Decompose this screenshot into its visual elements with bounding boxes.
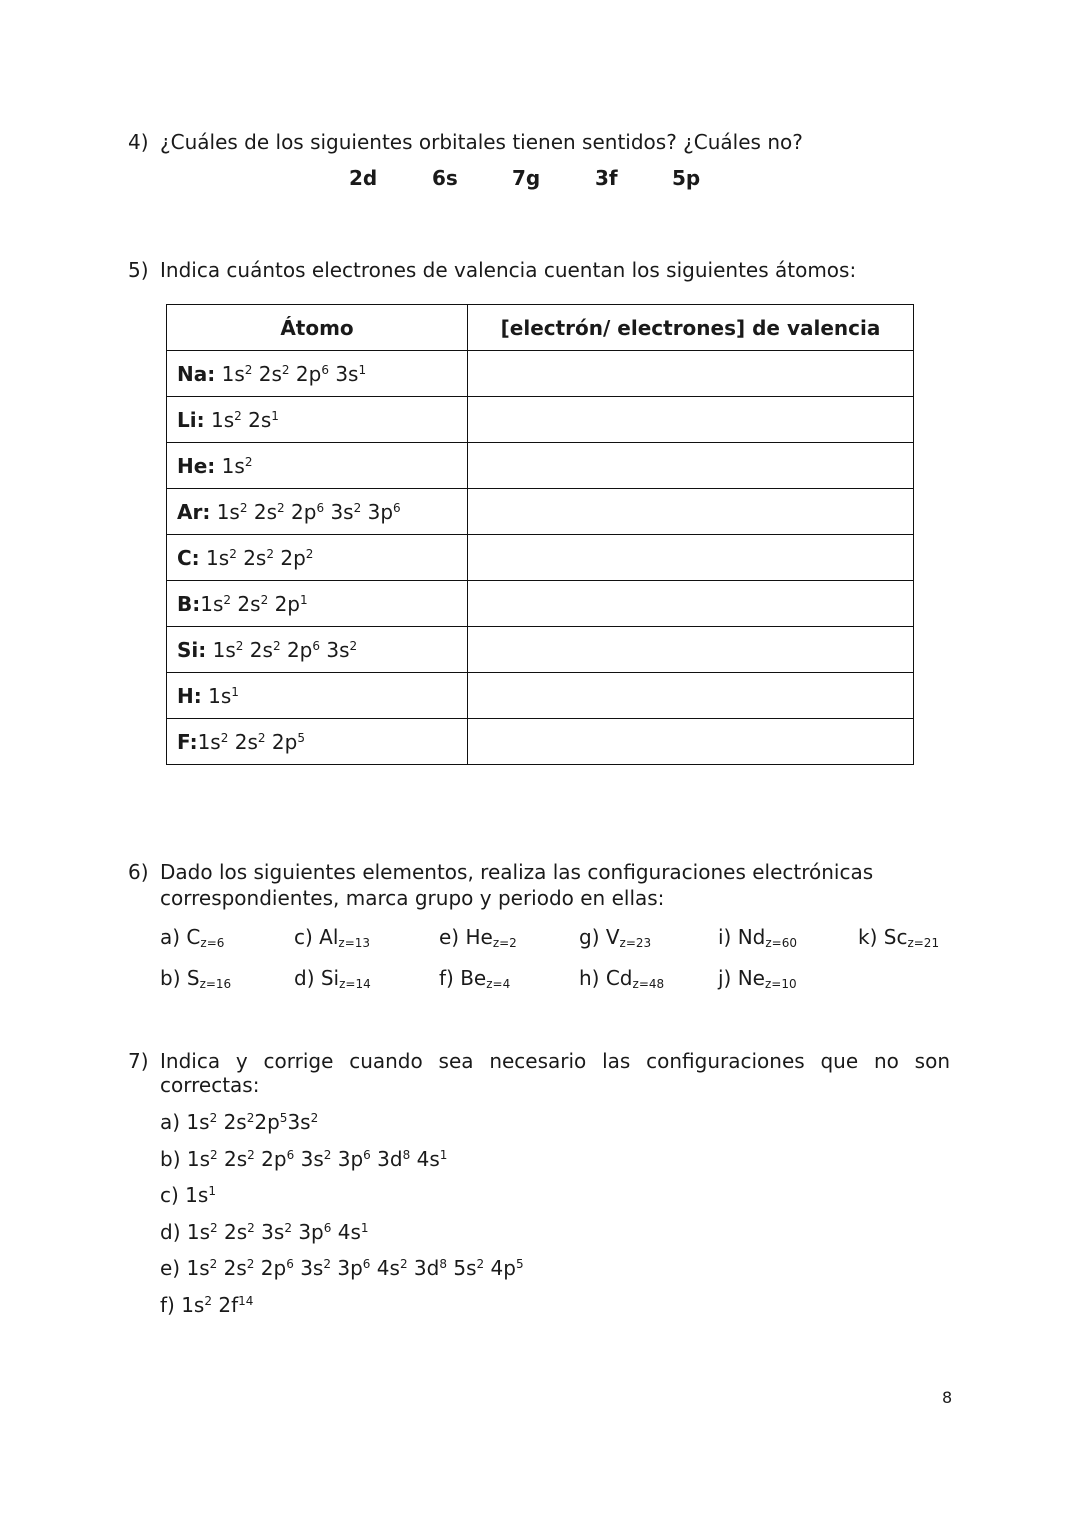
- atom-cell: [167, 397, 468, 443]
- superscript: 2: [235, 638, 244, 653]
- superscript: 2: [257, 730, 266, 745]
- electron-configuration: $1s^2$ $2s^2$ $2p^5$: [197, 729, 305, 754]
- element-symbol: Al: [319, 925, 339, 949]
- orbital-7g: 7g: [512, 166, 541, 190]
- valence-answer-cell: [468, 443, 914, 489]
- superscript: 2: [266, 546, 274, 561]
- config-item: b) $1s^2$ $2s^2$ $2p^6$ $3s^2$ $3p^6$ $3d^8$ $4s^1$: [160, 1146, 448, 1171]
- q5-text: Indica cuántos electrones de valencia cuentan los siguientes átomos:: [160, 258, 857, 282]
- valence-answer-cell: [468, 351, 914, 397]
- element-item: [718, 925, 797, 949]
- valence-answer-cell: [468, 397, 914, 443]
- electron-configuration: $1s^2$ $2s^2$ $2p^6$ $3s^1$: [221, 361, 367, 386]
- superscript: 2: [476, 1257, 485, 1271]
- element-item: [579, 925, 651, 949]
- superscript: 6: [362, 1257, 371, 1271]
- table-row: [167, 489, 914, 535]
- element-label: g): [579, 925, 606, 949]
- superscript: 14: [238, 1293, 254, 1308]
- item-label: f): [160, 1292, 182, 1317]
- superscript: 2: [209, 1111, 218, 1125]
- superscript: 2: [220, 730, 229, 745]
- superscript: 2: [323, 1147, 332, 1162]
- superscript: 1: [358, 362, 367, 377]
- item-label: c): [160, 1183, 186, 1207]
- superscript: 1: [299, 592, 308, 607]
- table-row: [167, 719, 914, 765]
- superscript: 5: [297, 730, 305, 745]
- item-label: d): [160, 1219, 187, 1244]
- element-item: [160, 966, 231, 990]
- superscript: 2: [244, 362, 253, 377]
- superscript: 2: [272, 638, 281, 653]
- element-symbol: He: [465, 925, 493, 949]
- superscript: 2: [260, 592, 269, 607]
- page-number: 8: [942, 1388, 953, 1407]
- superscript: 1: [231, 684, 239, 699]
- superscript: 2: [284, 1220, 292, 1235]
- config-item: c) $1s^1$: [160, 1183, 216, 1207]
- valence-answer-cell: [468, 673, 914, 719]
- q7-line1: Indica y corrige cuando sea necesario las configuraciones que no son: [160, 1049, 950, 1073]
- element-symbol: Cd: [605, 966, 633, 990]
- superscript: 2: [223, 592, 232, 607]
- atom-symbol: H:: [177, 683, 202, 708]
- superscript: 2: [353, 500, 362, 515]
- atom-symbol: He:: [177, 453, 216, 478]
- element-label: f): [439, 966, 461, 990]
- valence-table: [166, 304, 914, 765]
- q6-number: 6): [128, 860, 149, 884]
- atomic-number: z=48: [632, 977, 665, 991]
- element-item: [718, 966, 797, 990]
- superscript: 8: [439, 1257, 447, 1271]
- q6-line1: Dado los siguientes elementos, realiza las configuraciones electrónicas: [160, 860, 874, 884]
- atom-symbol: Si:: [177, 637, 207, 662]
- atom-cell: [167, 535, 468, 581]
- atomic-number: z=60: [765, 936, 797, 950]
- element-label: b): [160, 966, 187, 990]
- table-row: [167, 627, 914, 673]
- q6-line2: correspondientes, marca grupo y periodo en ellas:: [160, 886, 665, 910]
- atom-symbol: Ar:: [177, 499, 211, 524]
- superscript: 6: [363, 1147, 371, 1162]
- element-label: h): [579, 966, 606, 990]
- superscript: 2: [323, 1257, 331, 1271]
- table-row: [167, 351, 914, 397]
- element-label: j): [718, 966, 738, 990]
- superscript: 6: [323, 1220, 332, 1235]
- superscript: 2: [277, 500, 285, 515]
- superscript: 2: [204, 1293, 212, 1308]
- atomic-number: z=13: [338, 936, 371, 950]
- superscript: 2: [244, 454, 253, 469]
- superscript: 6: [316, 500, 325, 515]
- superscript: 1: [439, 1147, 448, 1162]
- valence-answer-cell: [468, 627, 914, 673]
- atomic-number: z=14: [339, 977, 371, 991]
- atom-cell: [167, 443, 468, 489]
- atom-symbol: Na:: [177, 361, 216, 386]
- atom-cell: [167, 351, 468, 397]
- superscript: 2: [247, 1220, 255, 1235]
- header-atom: Átomo: [167, 305, 468, 351]
- element-symbol: V: [605, 925, 620, 949]
- element-label: e): [439, 925, 466, 949]
- q4-text: ¿Cuáles de los siguientes orbitales tienen sentidos? ¿Cuáles no?: [160, 130, 803, 154]
- superscript: 6: [286, 1257, 294, 1271]
- config-item: e) $1s^2$ $2s^2$ $2p^6$ $3s^2$ $3p^6$ $4s^2$ $3d^8$ $5s^2$ $4p^5$: [160, 1256, 524, 1280]
- element-label: c): [294, 925, 320, 949]
- atomic-number: z=23: [619, 936, 652, 950]
- table-row: [167, 581, 914, 627]
- element-label: a): [160, 925, 187, 949]
- orbital-5p: 5p: [672, 166, 701, 190]
- electron-configuration: $1s^2$ $2s^2$ $2p^6$ $3s^2$ $3p^6$: [216, 499, 401, 524]
- superscript: 2: [305, 546, 314, 561]
- element-label: k): [858, 925, 884, 949]
- orbital-2d: 2d: [349, 166, 378, 190]
- superscript: 2: [210, 1220, 218, 1235]
- valence-answer-cell: [468, 581, 914, 627]
- atomic-number: z=10: [764, 977, 797, 991]
- electron-configuration: $1s^2$ $2s^2$ $2p^1$: [200, 591, 308, 616]
- table-row: [167, 443, 914, 489]
- atomic-number: z=6: [200, 936, 225, 950]
- item-label: b): [160, 1146, 187, 1171]
- superscript: 2: [247, 1147, 255, 1162]
- atom-symbol: B:: [177, 591, 201, 616]
- superscript: 5: [515, 1257, 524, 1271]
- atom-symbol: C:: [177, 545, 200, 570]
- superscript: 2: [349, 638, 358, 653]
- orbital-6s: 6s: [432, 166, 458, 190]
- atom-cell: [167, 581, 468, 627]
- superscript: 2: [210, 1147, 218, 1162]
- superscript: 6: [321, 362, 329, 377]
- element-item: [439, 966, 510, 990]
- superscript: 2: [234, 408, 242, 423]
- superscript: 2: [246, 1257, 255, 1271]
- superscript: 2: [209, 1257, 218, 1271]
- superscript: 5: [279, 1111, 288, 1125]
- superscript: 6: [312, 638, 320, 653]
- element-symbol: Ne: [737, 966, 765, 990]
- superscript: 6: [393, 500, 401, 515]
- orbital-3f: 3f: [595, 166, 618, 190]
- element-symbol: C: [186, 925, 201, 949]
- atomic-number: z=2: [492, 936, 517, 950]
- atom-symbol: F:: [177, 729, 198, 754]
- superscript: 2: [310, 1111, 319, 1125]
- electron-configuration: $1s^2$ $2s^2$ $2p^6$ $3s^2$: [212, 637, 358, 662]
- item-label: e): [160, 1256, 187, 1280]
- electron-configuration: $1s^2$ $2s^2$ $2p^2$: [206, 545, 314, 570]
- element-symbol: Si: [320, 966, 340, 990]
- q7-number: 7): [128, 1049, 149, 1073]
- element-item: [858, 925, 939, 949]
- atomic-number: z=4: [486, 977, 511, 991]
- superscript: 1: [271, 408, 279, 423]
- superscript: 2: [246, 1111, 255, 1125]
- atom-cell: [167, 673, 468, 719]
- electron-configuration: $1s^1$: [208, 683, 239, 708]
- header-valence: [electrón/ electrones] de valencia: [468, 305, 914, 351]
- valence-answer-cell: [468, 719, 914, 765]
- superscript: 2: [229, 546, 237, 561]
- superscript: 8: [402, 1147, 411, 1162]
- element-item: [294, 925, 370, 949]
- superscript: 2: [281, 362, 290, 377]
- element-item: [294, 966, 371, 990]
- element-symbol: Nd: [737, 925, 766, 949]
- config-item: a) $1s^2$ $2s^22p^53s^2$: [160, 1110, 319, 1134]
- atom-cell: [167, 489, 468, 535]
- config-item: f) $1s^2$ $2f^{14}$: [160, 1292, 254, 1317]
- atom-cell: [167, 719, 468, 765]
- superscript: 1: [360, 1220, 369, 1235]
- element-symbol: Sc: [883, 925, 908, 949]
- superscript: 2: [399, 1257, 408, 1271]
- element-item: [160, 925, 224, 949]
- element-label: i): [718, 925, 738, 949]
- q5-number: 5): [128, 258, 149, 282]
- atomic-number: z=16: [199, 977, 232, 991]
- atom-cell: [167, 627, 468, 673]
- valence-answer-cell: [468, 489, 914, 535]
- config-item: d) $1s^2$ $2s^2$ $3s^2$ $3p^6$ $4s^1$: [160, 1219, 369, 1244]
- element-item: [579, 966, 664, 990]
- item-label: a): [160, 1110, 187, 1134]
- element-symbol: Be: [460, 966, 487, 990]
- superscript: 6: [286, 1147, 295, 1162]
- table-row: [167, 535, 914, 581]
- table-row: [167, 397, 914, 443]
- valence-answer-cell: [468, 535, 914, 581]
- superscript: 1: [208, 1184, 216, 1198]
- table-row: [167, 673, 914, 719]
- atom-symbol: Li:: [177, 407, 205, 432]
- element-symbol: S: [186, 966, 200, 990]
- q4-number: 4): [128, 130, 149, 154]
- q7-line2: correctas:: [160, 1073, 260, 1097]
- element-label: d): [294, 966, 321, 990]
- element-item: [439, 925, 517, 949]
- electron-configuration: $1s^2$ $2s^1$: [210, 407, 279, 432]
- electron-configuration: $1s^2$: [221, 453, 253, 478]
- atomic-number: z=21: [907, 936, 940, 950]
- superscript: 2: [239, 500, 248, 515]
